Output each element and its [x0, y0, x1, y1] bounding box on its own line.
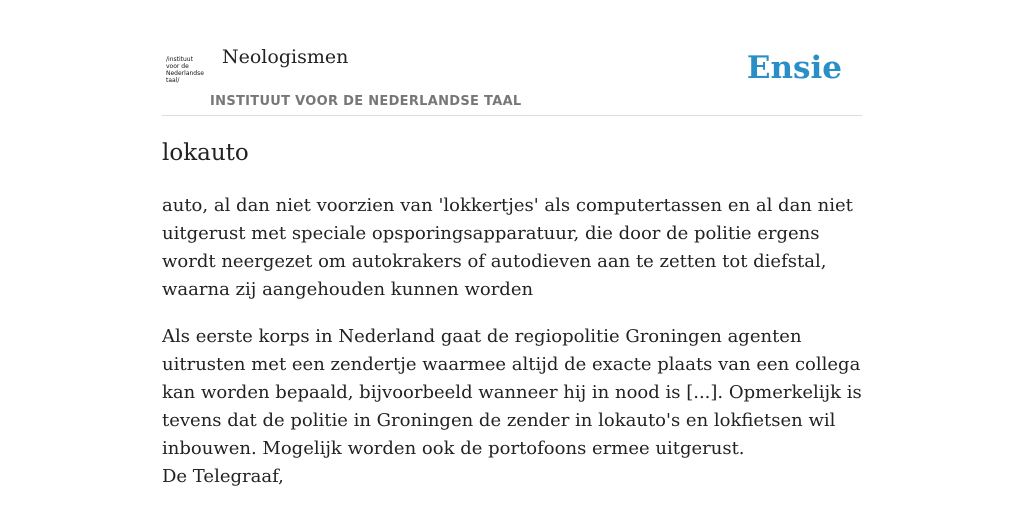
quote-source: De Telegraaf, — [162, 466, 284, 487]
organization-name: INSTITUUT VOOR DE NEDERLANDSE TAAL — [210, 94, 522, 109]
entry-quote: Als eerste korps in Nederland gaat de regiopolitie Groningen agenten uitrusten met een zendertje waarmee altijd de exacte plaats van een collega kan worden bepaald, bijvoorbeeld wanneer hij in nood is [...]. Opmerkelijk is tevens dat de politie in Groningen de zender in lokauto's en lokfietsen wil inbouwen. Mogelijk worden ook de portofoons ermee uitgerust. — [162, 326, 862, 459]
entry-definition: auto, al dan niet voorzien van 'lokkertjes' als computertassen en al dan niet uitgerust met speciale opsporingsapparatuur, die door de politie ergens wordt neergezet om autokrakers of autodieven aan te zetten tot diefstal, waarna zij aangehouden kunnen worden — [162, 195, 853, 300]
entry-term: lokauto — [162, 140, 249, 166]
section-title[interactable]: Neologismen — [222, 46, 349, 68]
entry-quote-block — [162, 323, 862, 491]
ensie-logo[interactable]: Ensie — [746, 50, 842, 86]
site-header — [162, 40, 862, 116]
ivdnt-logo[interactable]: /instituut voor de Nederlandse taal/ — [166, 56, 204, 84]
